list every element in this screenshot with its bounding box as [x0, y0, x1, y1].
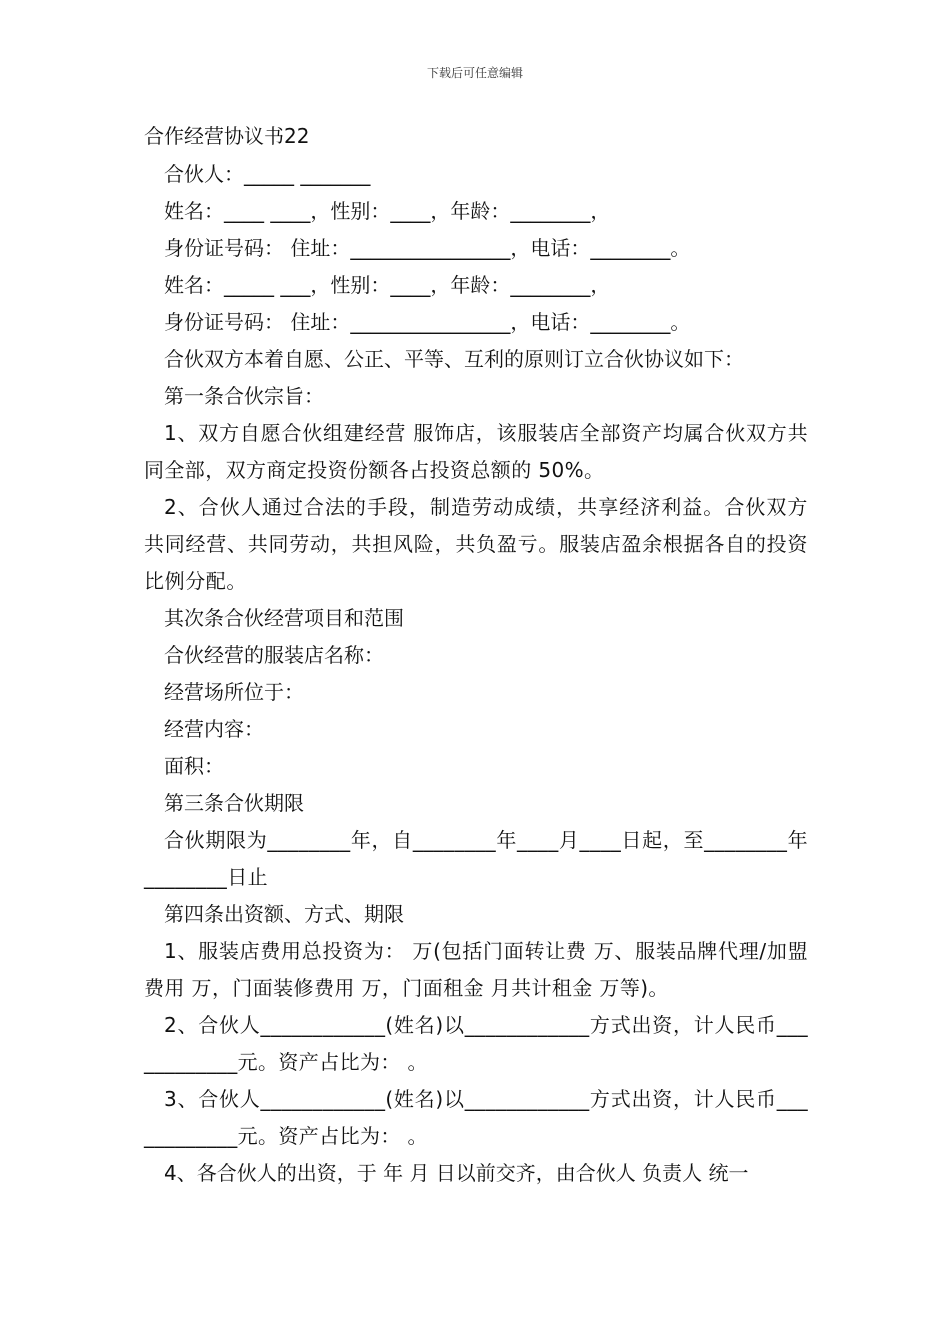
store-location-line: 经营场所位于：: [164, 680, 304, 704]
article-4-clause-3: 3、合伙人____________(姓名)以____________方式出资，计人民币____________元。资产占比为： 。: [144, 1087, 808, 1148]
document-body: [144, 118, 808, 1192]
partner-2-name-line: 姓名：_____ ___，性别：____，年龄：________，: [164, 273, 611, 297]
partner-line: 合伙人：_____ _______: [164, 162, 371, 186]
store-name-line: 合伙经营的服装店名称：: [164, 643, 384, 667]
article-3-clause-1: 合伙期限为________年，自________年____月____日起，至________年________日止: [144, 828, 808, 889]
article-4-clause-1: 1、服装店费用总投资为： 万(包括门面转让费 万、服装品牌代理/加盟费用 万，门面装修费用 万，门面租金 月共计租金 万等)。: [144, 939, 808, 1000]
article-1-clause-2: 2、合伙人通过合法的手段，制造劳动成绩，共享经济利益。合伙双方共同经营、共同劳动，共担风险，共负盈亏。服装店盈余根据各自的投资比例分配。: [144, 495, 808, 593]
page-header-note: 下载后可任意编辑: [426, 66, 523, 80]
agreement-intro: 合伙双方本着自愿、公正、平等、互利的原则订立合伙协议如下：: [164, 347, 744, 371]
article-4-clause-2: 2、合伙人____________(姓名)以____________方式出资，计人民币____________元。资产占比为： 。: [144, 1013, 808, 1074]
article-1-clause-1: 1、双方自愿合伙组建经营 服饰店，该服装店全部资产均属合伙双方共同全部，双方商定投资份额各占投资总额的 50%。: [144, 421, 808, 482]
partner-2-id-line: 身份证号码： 住址：________________，电话：________。: [164, 310, 691, 334]
article-4-heading: 第四条出资额、方式、期限: [164, 902, 404, 926]
document-title: 合作经营协议书22: [144, 124, 310, 148]
area-line: 面积：: [164, 754, 224, 778]
partner-1-id-line: 身份证号码： 住址：________________，电话：________。: [164, 236, 691, 260]
business-content-line: 经营内容：: [164, 717, 264, 741]
article-1-heading: 第一条合伙宗旨：: [164, 384, 324, 408]
article-3-heading: 第三条合伙期限: [164, 791, 304, 815]
article-2-heading: 其次条合伙经营项目和范围: [164, 606, 404, 630]
article-4-clause-4: 4、各合伙人的出资，于 年 月 日以前交齐，由合伙人 负责人 统一: [164, 1161, 749, 1185]
partner-1-name-line: 姓名：____ ____，性别：____，年龄：________，: [164, 199, 611, 223]
